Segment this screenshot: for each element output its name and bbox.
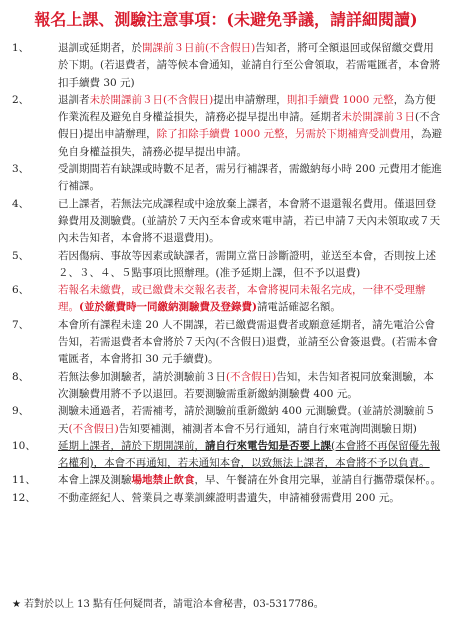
item-text: 受訓期間若有缺課或時數不足者，需另行補課者，需繳納每小時 200 元費用才能進行補課。 bbox=[58, 163, 442, 193]
item-text: 本會上課及測驗 bbox=[58, 474, 132, 487]
item-text: 延期上課者，請於下期開課前， bbox=[58, 439, 205, 452]
item-text: 開課前３日前 bbox=[142, 42, 205, 54]
item-text: (不含假日) bbox=[68, 422, 119, 435]
item-number: 6、 bbox=[12, 284, 30, 297]
item-number: 4、 bbox=[12, 197, 30, 210]
item-text: 告知者，將可全額退回或保留繳交費用於下期。(若退費者，請等候本會通知，並請自行至公會領取，若需電匯者，本會將扣手續費 30 元) bbox=[58, 42, 441, 89]
item-text: (並於繳費時一同繳納測驗費及登錄費) bbox=[79, 301, 257, 314]
item-number: 11、 bbox=[12, 474, 36, 487]
item-text: 退訓或延期者，於 bbox=[58, 42, 142, 54]
item-text: 未於開課前３日 bbox=[89, 93, 163, 106]
item-text: 則扣手續費 1000 元整 bbox=[286, 93, 394, 106]
list-item bbox=[12, 438, 444, 473]
list-item bbox=[12, 403, 444, 438]
item-text: 未於開課前３日 bbox=[341, 111, 415, 124]
item-text: 提出申請辦理， bbox=[213, 93, 287, 106]
item-text: 不動產經紀人、營業員之專業訓練證明書遺失，申請補發需費用 200 元。 bbox=[58, 491, 400, 504]
item-text: 已上課者，若無法完成課程或中途放棄上課者，本會將不退還報名費用。僅退回登錄費用及測驗費。(並請於７天內至本會或來電申請，若已申請７天內未領取或７天內未告知者，本會將不退還費用)。 bbox=[58, 197, 441, 245]
item-text: 若因傷病、事故等因素或缺課者，需開立當日診斷證明，並送至本會，否則按上述２、３、４、５點事項比照辦理。(准予延期上課，但不予以退費) bbox=[58, 249, 436, 279]
item-text: 測驗未通過者，若需補考，請於測驗前重新繳納 400 元測驗費。(並請於測驗前５天 bbox=[58, 405, 436, 435]
title-subtitle: (未避免爭議，請詳細閱讀) bbox=[226, 10, 418, 29]
star-icon: ★ bbox=[12, 599, 21, 610]
list-item bbox=[12, 490, 444, 507]
footnote bbox=[12, 598, 444, 612]
list-item bbox=[12, 196, 444, 248]
list-item bbox=[12, 92, 444, 161]
item-text: 場地禁止飲食 bbox=[131, 474, 195, 487]
item-text: ，為避免自身權益損失，請務必提早提出申請。 bbox=[58, 128, 443, 158]
item-text: 若無法參加測驗者，請於測驗前３日 bbox=[58, 370, 226, 383]
list-item bbox=[12, 472, 444, 489]
item-text: 本會所有課程未達 20 人不開課，若已繳費需退費者或願意延期者，請先電洽公會告知，若需退費者本會將於７天內(不含假日)退費，並請至公會簽退費。(若需本會電匯者，本會將扣 30 元手續費)。 bbox=[58, 318, 438, 366]
item-number: 1、 bbox=[12, 42, 30, 54]
item-number: 7、 bbox=[12, 318, 30, 331]
item-number: 2、 bbox=[12, 93, 30, 106]
item-number: 9、 bbox=[12, 405, 30, 418]
item-text: (不含假日)提出申請辦理， bbox=[58, 111, 441, 141]
list-item bbox=[12, 317, 444, 369]
item-text: 告知，未告知者視同放棄測驗，本次測驗費用將不予以退回。若要測驗需重新繳納測驗費 400 元。 bbox=[58, 370, 434, 400]
item-number: 8、 bbox=[12, 370, 30, 383]
item-text: ，早、午餐請在外食用完畢，並請自行攜帶環保杯。。 bbox=[194, 474, 442, 487]
item-text: (本會將不再保留優先報名權利)，本會不再通知，若未通知本會，以致無法上課者，本會將不予以負責。 bbox=[58, 439, 441, 470]
list-item bbox=[12, 369, 444, 404]
list-item bbox=[12, 40, 444, 92]
notice-list bbox=[12, 40, 444, 507]
item-number: 10、 bbox=[12, 439, 36, 452]
footnote-text: 若對於以上 13 點有任何疑問者，請電洽本會秘書，03-5317786。 bbox=[23, 599, 324, 610]
page-title bbox=[0, 10, 452, 30]
item-number: 3、 bbox=[12, 163, 30, 176]
title-main: 報名上課、測驗注意事項： bbox=[34, 10, 227, 29]
item-text: 請電話確認名額。 bbox=[256, 301, 341, 314]
item-text: 告知要補測，補測者本會不另行通知，請自行來電詢問測驗日期) bbox=[118, 422, 417, 435]
item-text: (不含假日) bbox=[226, 370, 277, 383]
item-text: 請自行來電告知是否要上課 bbox=[205, 439, 331, 452]
item-number: 5、 bbox=[12, 249, 30, 262]
item-text: ，為方便作業流程及避免自身權益損失，請務必提早提出申請。延期者 bbox=[58, 93, 436, 124]
list-item bbox=[12, 161, 444, 196]
item-number: 12、 bbox=[12, 491, 36, 504]
item-text: (不含假日) bbox=[205, 42, 256, 54]
item-text: 除了扣除手續費 1000 元整，另需於下期補齊受訓費用 bbox=[156, 128, 411, 141]
item-text: 若報名未繳費，或已繳費未交報名表者，本會將視同未報名完成，一律不受理辦理。 bbox=[58, 284, 426, 314]
item-text: 退訓者 bbox=[58, 93, 90, 106]
list-item bbox=[12, 282, 444, 317]
item-text: (不含假日) bbox=[163, 93, 214, 106]
list-item bbox=[12, 248, 444, 283]
